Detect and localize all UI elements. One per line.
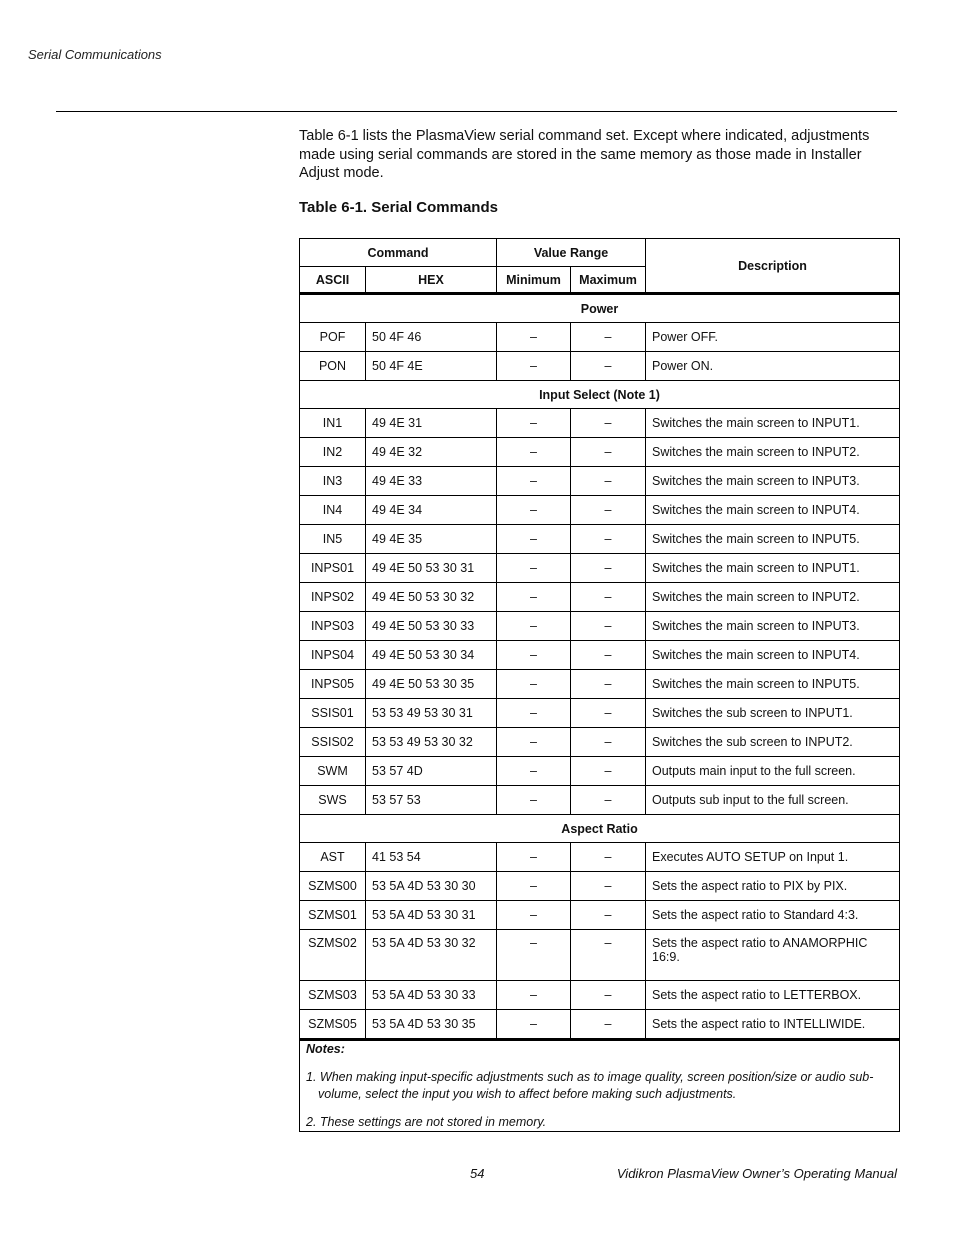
- cell-ascii: IN2: [300, 438, 366, 467]
- cell-maximum: –: [571, 467, 646, 496]
- cell-ascii: INPS02: [300, 583, 366, 612]
- serial-commands-table: [299, 238, 900, 1132]
- cell-ascii: SZMS03: [300, 981, 366, 1010]
- cell-description: Switches the main screen to INPUT5.: [646, 670, 900, 699]
- cell-minimum: –: [497, 409, 571, 438]
- note-item: 1. When making input-specific adjustments such as to image quality, screen position/size or audio sub-volume, select the input you wish to affect before making such adjustments.: [306, 1070, 874, 1101]
- cell-description: Switches the main screen to INPUT5.: [646, 525, 900, 554]
- cell-ascii: SSIS02: [300, 728, 366, 757]
- cell-maximum: –: [571, 352, 646, 381]
- col-minimum: Minimum: [497, 267, 571, 294]
- cell-description: Sets the aspect ratio to ANAMORPHIC 16:9.: [646, 930, 900, 981]
- cell-description: Power ON.: [646, 352, 900, 381]
- cell-hex: 53 57 4D: [366, 757, 497, 786]
- cell-maximum: –: [571, 786, 646, 815]
- cell-minimum: –: [497, 728, 571, 757]
- col-command: Command: [300, 239, 497, 267]
- cell-description: Executes AUTO SETUP on Input 1.: [646, 843, 900, 872]
- cell-hex: 53 5A 4D 53 30 35: [366, 1010, 497, 1040]
- cell-ascii: POF: [300, 323, 366, 352]
- cell-ascii: SSIS01: [300, 699, 366, 728]
- cell-description: Switches the main screen to INPUT4.: [646, 496, 900, 525]
- table-row: [300, 843, 900, 872]
- table-row: [300, 467, 900, 496]
- table-title: Table 6-1. Serial Commands: [299, 199, 498, 216]
- cell-maximum: –: [571, 872, 646, 901]
- table-row: [300, 438, 900, 467]
- cell-maximum: –: [571, 843, 646, 872]
- table-row: [300, 901, 900, 930]
- cell-minimum: –: [497, 438, 571, 467]
- table-notes: [300, 1040, 900, 1132]
- header-rule: [56, 111, 897, 112]
- cell-hex: 49 4E 50 53 30 34: [366, 641, 497, 670]
- cell-description: Switches the main screen to INPUT1.: [646, 554, 900, 583]
- cell-maximum: –: [571, 409, 646, 438]
- cell-description: Sets the aspect ratio to PIX by PIX.: [646, 872, 900, 901]
- cell-hex: 49 4E 35: [366, 525, 497, 554]
- running-head: Serial Communications: [28, 47, 162, 62]
- cell-description: Switches the sub screen to INPUT2.: [646, 728, 900, 757]
- cell-hex: 53 5A 4D 53 30 30: [366, 872, 497, 901]
- section-title: Input Select (Note 1): [300, 381, 900, 409]
- cell-description: Sets the aspect ratio to Standard 4:3.: [646, 901, 900, 930]
- col-value-range: Value Range: [497, 239, 646, 267]
- col-ascii: ASCII: [300, 267, 366, 294]
- table-row: [300, 323, 900, 352]
- cell-minimum: –: [497, 757, 571, 786]
- cell-description: Power OFF.: [646, 323, 900, 352]
- cell-maximum: –: [571, 1010, 646, 1040]
- col-description: Description: [646, 239, 900, 294]
- cell-hex: 49 4E 50 53 30 35: [366, 670, 497, 699]
- table-row: [300, 641, 900, 670]
- cell-description: Sets the aspect ratio to LETTERBOX.: [646, 981, 900, 1010]
- page-number: 54: [470, 1166, 485, 1181]
- cell-ascii: INPS01: [300, 554, 366, 583]
- table-body: [300, 294, 900, 1040]
- cell-ascii: SWS: [300, 786, 366, 815]
- intro-paragraph: Table 6-1 lists the PlasmaView serial command set. Except where indicated, adjustments made using serial commands are stored in the same memory as those made in Installer Adjust mode.: [299, 128, 870, 181]
- col-maximum: Maximum: [571, 267, 646, 294]
- cell-ascii: IN1: [300, 409, 366, 438]
- cell-hex: 49 4E 32: [366, 438, 497, 467]
- table-row: [300, 525, 900, 554]
- cell-description: Switches the main screen to INPUT4.: [646, 641, 900, 670]
- table-row: [300, 699, 900, 728]
- cell-hex: 49 4E 34: [366, 496, 497, 525]
- table-row: [300, 728, 900, 757]
- cell-ascii: IN4: [300, 496, 366, 525]
- cell-maximum: –: [571, 438, 646, 467]
- cell-hex: 49 4E 50 53 30 33: [366, 612, 497, 641]
- table-row: [300, 670, 900, 699]
- cell-minimum: –: [497, 670, 571, 699]
- cell-description: Switches the main screen to INPUT3.: [646, 612, 900, 641]
- cell-maximum: –: [571, 583, 646, 612]
- cell-minimum: –: [497, 786, 571, 815]
- notes-title: Notes:: [306, 1042, 345, 1056]
- cell-minimum: –: [497, 323, 571, 352]
- cell-maximum: –: [571, 554, 646, 583]
- cell-ascii: SZMS02: [300, 930, 366, 981]
- table-row: [300, 409, 900, 438]
- cell-maximum: –: [571, 901, 646, 930]
- table-row: [300, 1010, 900, 1040]
- cell-ascii: SZMS05: [300, 1010, 366, 1040]
- cell-ascii: IN3: [300, 467, 366, 496]
- cell-ascii: AST: [300, 843, 366, 872]
- table-row: [300, 786, 900, 815]
- cell-minimum: –: [497, 699, 571, 728]
- cell-ascii: SWM: [300, 757, 366, 786]
- cell-minimum: –: [497, 1010, 571, 1040]
- cell-hex: 53 5A 4D 53 30 31: [366, 901, 497, 930]
- cell-maximum: –: [571, 612, 646, 641]
- section-row: [300, 815, 900, 843]
- table-row: [300, 554, 900, 583]
- manual-title: Vidikron PlasmaView Owner’s Operating Manual: [616, 1166, 897, 1181]
- cell-maximum: –: [571, 757, 646, 786]
- cell-minimum: –: [497, 583, 571, 612]
- cell-maximum: –: [571, 930, 646, 981]
- cell-minimum: –: [497, 352, 571, 381]
- section-row: [300, 294, 900, 323]
- cell-minimum: –: [497, 872, 571, 901]
- cell-maximum: –: [571, 728, 646, 757]
- cell-minimum: –: [497, 843, 571, 872]
- cell-hex: 53 53 49 53 30 32: [366, 728, 497, 757]
- cell-ascii: INPS03: [300, 612, 366, 641]
- cell-hex: 50 4F 46: [366, 323, 497, 352]
- section-title: Aspect Ratio: [300, 815, 900, 843]
- cell-description: Switches the sub screen to INPUT1.: [646, 699, 900, 728]
- table-row: [300, 352, 900, 381]
- cell-description: Switches the main screen to INPUT3.: [646, 467, 900, 496]
- table-row: [300, 612, 900, 641]
- cell-hex: 50 4F 4E: [366, 352, 497, 381]
- cell-minimum: –: [497, 901, 571, 930]
- cell-ascii: SZMS00: [300, 872, 366, 901]
- cell-hex: 53 5A 4D 53 30 32: [366, 930, 497, 981]
- section-row: [300, 381, 900, 409]
- cell-minimum: –: [497, 467, 571, 496]
- cell-ascii: IN5: [300, 525, 366, 554]
- cell-ascii: PON: [300, 352, 366, 381]
- table-row: [300, 583, 900, 612]
- cell-minimum: –: [497, 612, 571, 641]
- cell-minimum: –: [497, 554, 571, 583]
- cell-ascii: SZMS01: [300, 901, 366, 930]
- col-hex: HEX: [366, 267, 497, 294]
- cell-description: Sets the aspect ratio to INTELLIWIDE.: [646, 1010, 900, 1040]
- cell-minimum: –: [497, 930, 571, 981]
- cell-description: Switches the main screen to INPUT1.: [646, 409, 900, 438]
- cell-description: Switches the main screen to INPUT2.: [646, 583, 900, 612]
- cell-minimum: –: [497, 525, 571, 554]
- table-row: [300, 757, 900, 786]
- cell-maximum: –: [571, 670, 646, 699]
- cell-hex: 49 4E 33: [366, 467, 497, 496]
- table-row: [300, 981, 900, 1010]
- cell-hex: 49 4E 50 53 30 31: [366, 554, 497, 583]
- cell-ascii: INPS04: [300, 641, 366, 670]
- cell-minimum: –: [497, 641, 571, 670]
- cell-ascii: INPS05: [300, 670, 366, 699]
- cell-hex: 49 4E 31: [366, 409, 497, 438]
- cell-description: Switches the main screen to INPUT2.: [646, 438, 900, 467]
- table-row: [300, 496, 900, 525]
- cell-hex: 53 5A 4D 53 30 33: [366, 981, 497, 1010]
- cell-description: Outputs sub input to the full screen.: [646, 786, 900, 815]
- cell-hex: 53 53 49 53 30 31: [366, 699, 497, 728]
- cell-description: Outputs main input to the full screen.: [646, 757, 900, 786]
- cell-maximum: –: [571, 641, 646, 670]
- table-row: [300, 930, 900, 981]
- cell-hex: 53 57 53: [366, 786, 497, 815]
- cell-hex: 41 53 54: [366, 843, 497, 872]
- section-title: Power: [300, 294, 900, 323]
- cell-maximum: –: [571, 323, 646, 352]
- cell-maximum: –: [571, 496, 646, 525]
- cell-hex: 49 4E 50 53 30 32: [366, 583, 497, 612]
- cell-maximum: –: [571, 525, 646, 554]
- cell-maximum: –: [571, 981, 646, 1010]
- cell-minimum: –: [497, 496, 571, 525]
- note-item: 2. These settings are not stored in memory.: [306, 1115, 547, 1129]
- cell-maximum: –: [571, 699, 646, 728]
- table-row: [300, 872, 900, 901]
- cell-minimum: –: [497, 981, 571, 1010]
